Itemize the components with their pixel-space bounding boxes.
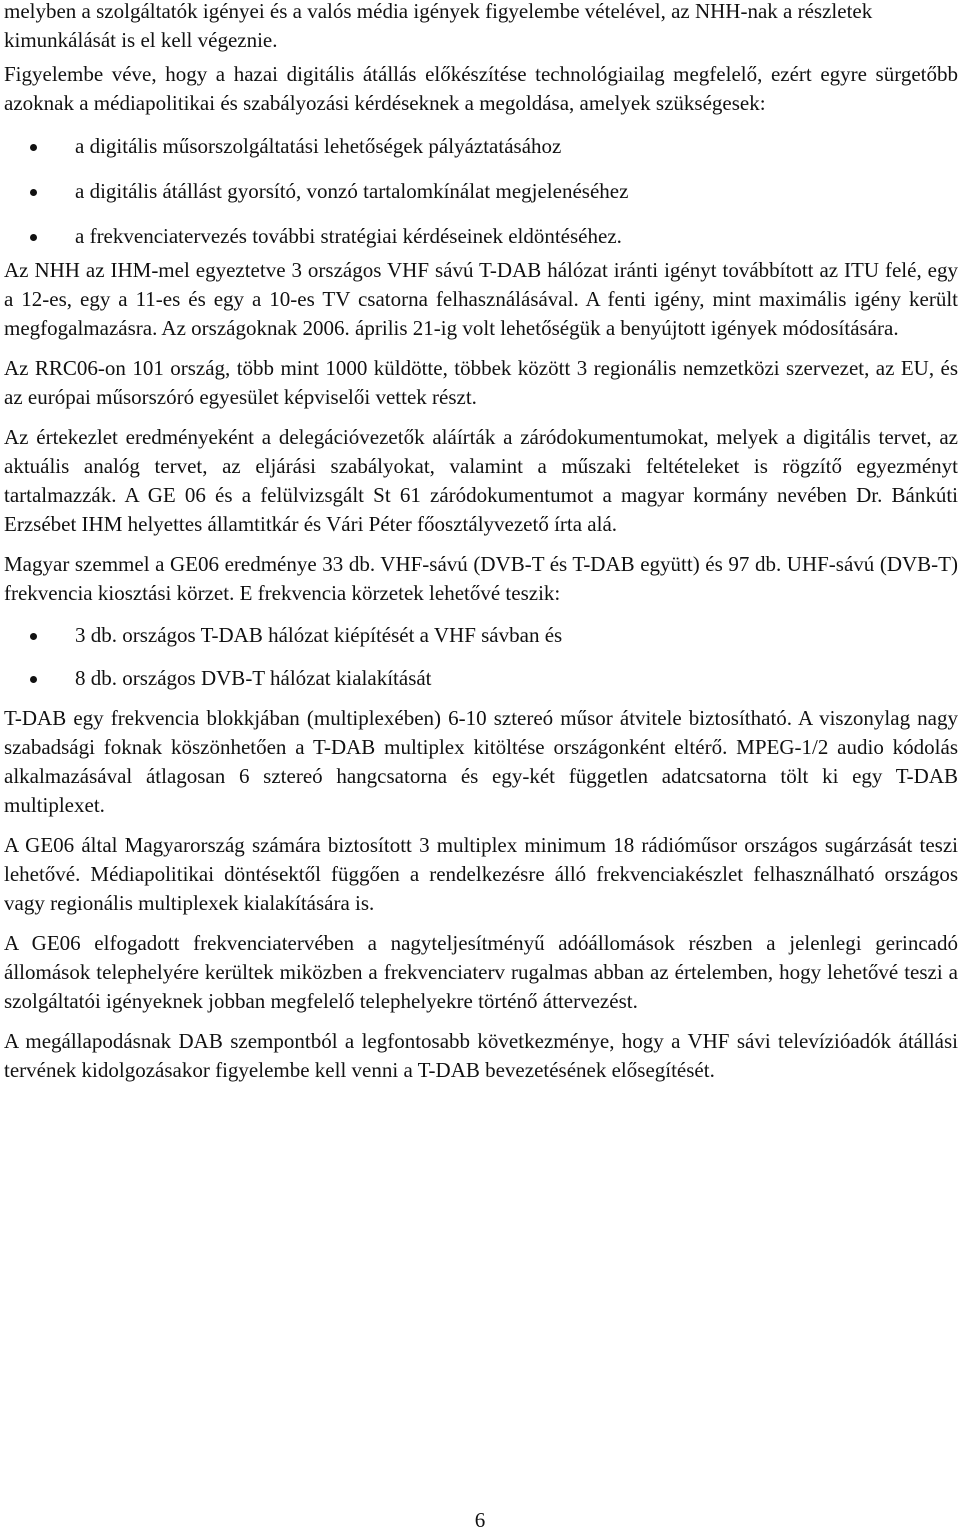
paragraph-tdab-blokk: T-DAB egy frekvencia blokkjában (multiplexében) 6-10 sztereó műsor átvitele biztosítható. A viszonylag nagy szabadsági foknak köszönhetően a T-DAB multiplex kitöltése országonként eltérő. MPEG-1/2 audio kódolás alkalmazásával átlagosan 6 sztereó hangcsatorna és egy-két független adatcsatorna tölt ki egy T-DAB multiplexet. <box>4 706 958 817</box>
list-item-text: 3 db. országos T-DAB hálózat kiépítését a VHF sávban és <box>75 623 563 647</box>
paragraph-nhh-ihm: Az NHH az IHM-mel egyeztetve 3 országos VHF sávú T-DAB hálózat iránti igényt továbbított az ITU felé, egy a 12-es, egy a 11-es és egy a 10-es TV csatorna felhasználásával. A fenti igény, mint maximális igény került megfogalmazásra. Az országoknak 2006. április 21-ig volt lehetőségük a benyújtott igények módosítására. <box>4 258 958 340</box>
paragraph-rrc06: Az RRC06-on 101 ország, több mint 1000 küldötte, többek között 3 regionális nemzetközi szervezet, az EU, és az európai műsorszóró egyesület képviselői vettek részt. <box>4 356 958 409</box>
bullet-icon <box>30 633 37 640</box>
list-item <box>4 222 958 251</box>
bullet-icon <box>30 144 37 151</box>
paragraph-continuation: melyben a szolgáltatók igényei és a valós média igények figyelembe vételével, az NHH-nak a részletek kimunkálását is el kell végeznie. <box>4 0 873 52</box>
bullet-icon <box>30 189 37 196</box>
paragraph-ge06-eredmeny: Magyar szemmel a GE06 eredménye 33 db. VHF-sávú (DVB-T és T-DAB együtt) és 97 db. UHF-sávú (DVB-T) frekvencia kiosztási körzet. E frekvencia körzetek lehetővé teszik: <box>4 552 958 605</box>
paragraph-frekvenciaterv: A GE06 elfogadott frekvenciatervében a nagyteljesítményű adóállomások részben a jelenlegi gerincadó állomások telephelyére kerültek miközben a frekvenciaterv rugalmas abban az értelemben, hogy lehetővé teszi a szolgáltatói igényeknek jobban megfelelő telephelyekre történő áttervezést. <box>4 931 958 1013</box>
paragraph-figyelembe: Figyelembe véve, hogy a hazai digitális átállás előkészítése technológiailag megfelelő, ezért egyre sürgetőbb azoknak a médiapolitikai és szabályozási kérdéseknek a megoldása, amelyek szükségesek: <box>4 62 958 115</box>
bullet-list-needs <box>4 132 958 251</box>
list-item-text: a digitális műsorszolgáltatási lehetőségek pályáztatásához <box>75 134 562 158</box>
list-item <box>4 621 958 650</box>
bullet-icon <box>30 676 37 683</box>
paragraph-megallapodas: A megállapodásnak DAB szempontból a legfontosabb következménye, hogy a VHF sávi televízióadók átállási tervének kidolgozásakor figyelembe kell venni a T-DAB bevezetésének elősegítését. <box>4 1029 958 1082</box>
document-page <box>4 0 958 1085</box>
list-item-text: a frekvenciatervezés további stratégiai kérdéseinek eldöntéséhez. <box>75 224 622 248</box>
paragraph-ge06-multiplex: A GE06 által Magyarország számára biztosított 3 multiplex minimum 18 rádióműsor országos sugárzását teszi lehetővé. Médiapolitikai döntésektől függően a rendelkezésre álló frekvenciakészlet felhasználható országos vagy regionális multiplexek kialakítására is. <box>4 833 958 915</box>
bullet-list-networks <box>4 621 958 693</box>
list-item-text: a digitális átállást gyorsító, vonzó tartalomkínálat megjelenéséhez <box>75 179 629 203</box>
page-number: 6 <box>474 1508 486 1532</box>
paragraph-ertekezlet: Az értekezlet eredményeként a delegációvezetők aláírták a záródokumentumokat, melyek a digitális tervet, az aktuális analóg tervet, az eljárási szabályokat, valamint a műszaki feltételeket is rögzítő egyezményt tartalmazzák. A GE 06 és a felülvizsgált St 61 záródokumentumot a magyar kormány nevében Dr. Bánkúti Erzsébet IHM helyettes államtitkár és Vári Péter főosztályvezető írta alá. <box>4 425 958 536</box>
list-item-text: 8 db. országos DVB-T hálózat kialakítását <box>75 666 432 690</box>
list-item <box>4 132 958 161</box>
list-item <box>4 177 958 206</box>
list-item <box>4 664 958 693</box>
bullet-icon <box>30 234 37 241</box>
